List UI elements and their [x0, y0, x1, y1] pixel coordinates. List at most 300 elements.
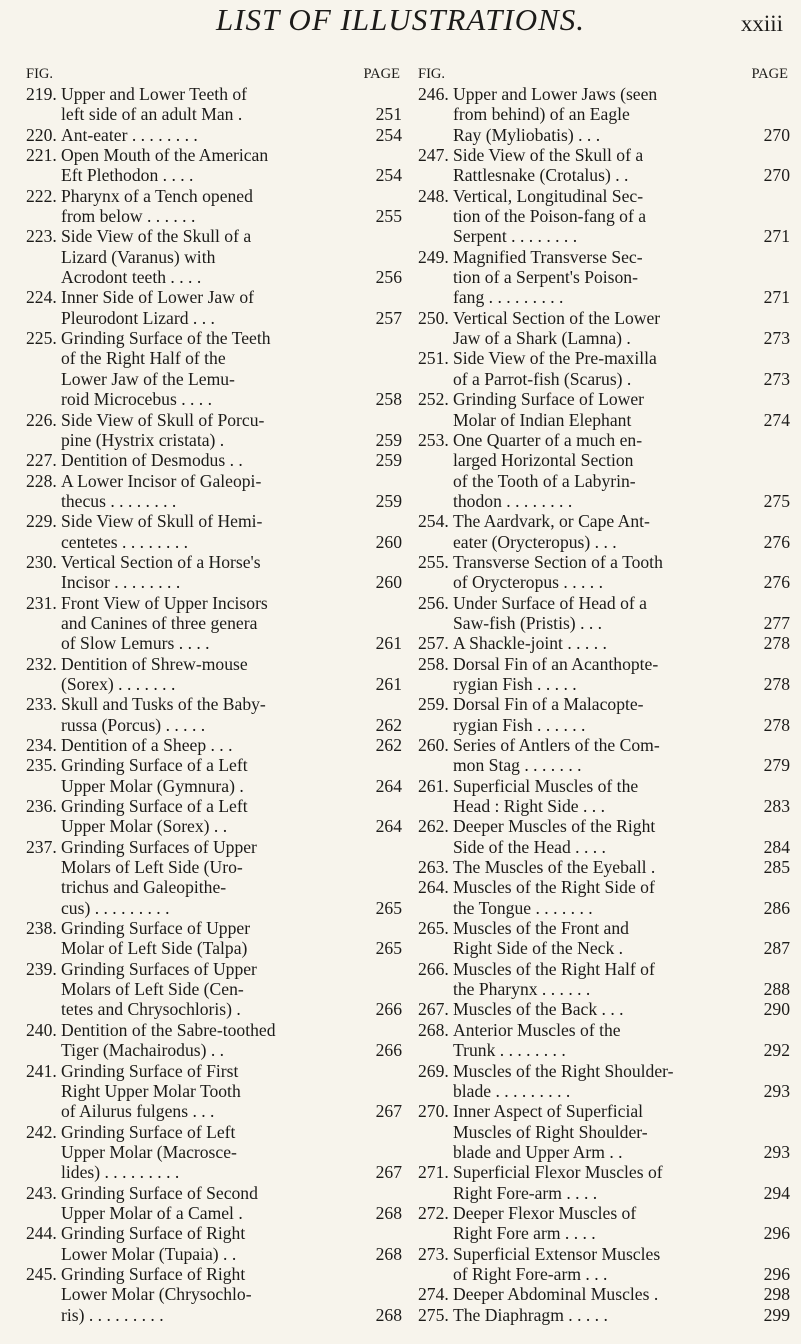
- figure-number: 232.: [26, 653, 57, 674]
- entry-line: [453, 491, 790, 511]
- entry-line: [61, 796, 402, 816]
- entry-line: [453, 755, 790, 775]
- figure-number: 220.: [26, 124, 57, 145]
- entry-line: [61, 898, 402, 918]
- entry-line: [61, 267, 402, 287]
- entry-line: [453, 348, 790, 368]
- entry-text: mon Stag . . . . . . .: [453, 755, 582, 776]
- entry-text: blade . . . . . . . . .: [453, 1080, 571, 1101]
- entry-text: Grinding Surface of Left: [61, 1121, 236, 1142]
- list-entry: [418, 735, 790, 776]
- figure-number: 237.: [26, 836, 57, 857]
- entry-line: [61, 755, 402, 775]
- figure-number: 262.: [418, 816, 449, 837]
- page-ref: 254: [375, 165, 402, 186]
- entry-text: Deeper Abdominal Muscles .: [453, 1284, 659, 1305]
- entry-text: Muscles of the Right Half of: [453, 958, 655, 979]
- list-entry: [26, 450, 402, 470]
- entry-line: [453, 877, 790, 897]
- entry-text: Side View of the Skull of a: [61, 226, 252, 247]
- entry-text: Deeper Flexor Muscles of: [453, 1202, 637, 1223]
- page-ref: 261: [375, 633, 402, 654]
- entry-line: [61, 1081, 402, 1101]
- entry-line: [453, 837, 790, 857]
- list-entry: [26, 328, 402, 409]
- entry-line: [61, 165, 402, 185]
- list-entry: [418, 999, 790, 1019]
- entry-text: Eft Plethodon . . . .: [61, 165, 194, 186]
- entry-line: [61, 1305, 402, 1325]
- entry-text: Inner Aspect of Superficial: [453, 1101, 644, 1122]
- entry-text: Dentition of the Sabre-toothed: [61, 1019, 276, 1040]
- entry-text: of Ailurus fulgens . . .: [61, 1101, 215, 1122]
- list-entry: [26, 796, 402, 837]
- entry-line: [453, 1020, 790, 1040]
- list-entry: [26, 694, 402, 735]
- page-ref: 267: [375, 1101, 402, 1122]
- entry-text: pine (Hystrix cristata) .: [61, 429, 225, 450]
- entry-line: [453, 1040, 790, 1060]
- entry-text: the Pharynx . . . . . .: [453, 979, 591, 1000]
- list-entry: [418, 348, 790, 389]
- entry-text: Grinding Surface of a Left: [61, 796, 248, 817]
- entry-line: [453, 776, 790, 796]
- entry-text: Muscles of the Front and: [453, 918, 629, 939]
- entry-line: [61, 348, 402, 368]
- entry-text: Upper and Lower Jaws (seen: [453, 84, 658, 104]
- entry-text: ris) . . . . . . . . .: [61, 1304, 164, 1325]
- entry-text: Superficial Extensor Muscles: [453, 1243, 661, 1264]
- entry-line: [61, 389, 402, 409]
- entry-text: eater (Orycteropus) . . .: [453, 531, 617, 552]
- figure-number: 270.: [418, 1101, 449, 1122]
- entry-line: [453, 532, 790, 552]
- figure-number: 264.: [418, 877, 449, 898]
- entry-line: [453, 816, 790, 836]
- page-ref: 258: [375, 389, 402, 410]
- page-ref: 285: [763, 857, 790, 878]
- entry-line: [453, 715, 790, 735]
- entry-line: [453, 633, 790, 653]
- figure-number: 245.: [26, 1263, 57, 1284]
- entry-text: from behind) of an Eagle: [453, 104, 630, 125]
- list-entry: [418, 1162, 790, 1203]
- entry-text: Right Fore arm . . . .: [453, 1223, 596, 1244]
- figure-number: 241.: [26, 1060, 57, 1081]
- entry-line: [61, 979, 402, 999]
- entry-line: [453, 613, 790, 633]
- entry-text: thecus . . . . . . . .: [61, 490, 177, 511]
- page-ref: 251: [375, 104, 402, 125]
- figure-number: 250.: [418, 307, 449, 328]
- entry-text: Right Side of the Neck .: [453, 938, 624, 959]
- entry-line: [61, 654, 402, 674]
- entry-text: of Slow Lemurs . . . .: [61, 633, 210, 654]
- entry-line: [61, 1020, 402, 1040]
- entry-text: Superficial Muscles of the: [453, 775, 639, 796]
- page-ref: 266: [375, 1040, 402, 1061]
- figure-number: 230.: [26, 551, 57, 572]
- entry-line: [453, 186, 790, 206]
- list-entry: [26, 410, 402, 451]
- entry-line: [453, 1101, 790, 1121]
- entry-text: Anterior Muscles of the: [453, 1019, 621, 1040]
- entry-line: [61, 125, 402, 145]
- entry-line: [61, 369, 402, 389]
- entry-line: [61, 1162, 402, 1182]
- entry-line: [61, 999, 402, 1019]
- page-ref: 283: [763, 796, 790, 817]
- list-entry: [26, 735, 402, 755]
- page-ref: 294: [763, 1182, 790, 1203]
- figure-number: 260.: [418, 735, 449, 755]
- page-ref: 259: [375, 429, 402, 450]
- figure-number: 251.: [418, 348, 449, 369]
- entry-line: [453, 674, 790, 694]
- entry-text: tion of a Serpent's Poison-: [453, 267, 638, 288]
- entry-line: [61, 857, 402, 877]
- entry-text: of the Right Half of the: [61, 348, 226, 369]
- entry-line: [453, 796, 790, 816]
- entry-text: tetes and Chrysochloris) .: [61, 999, 241, 1020]
- page-heading: PAGE: [751, 65, 788, 82]
- list-entry: [418, 308, 790, 349]
- entry-line: [61, 837, 402, 857]
- entry-text: Jaw of a Shark (Lamna) .: [453, 328, 631, 349]
- entry-line: [453, 1122, 790, 1142]
- list-entry: [26, 1020, 402, 1061]
- page-ref: 268: [375, 1243, 402, 1264]
- entry-line: [453, 1162, 790, 1182]
- entry-line: [61, 572, 402, 592]
- entry-line: [453, 918, 790, 938]
- list-entry: [26, 837, 402, 918]
- figure-number: 274.: [418, 1284, 449, 1305]
- figure-number: 221.: [26, 145, 57, 166]
- entry-text: One Quarter of a much en-: [453, 429, 643, 450]
- entry-line: [61, 674, 402, 694]
- page-ref: 265: [375, 897, 402, 918]
- entry-text: Dentition of a Sheep . . .: [61, 735, 233, 755]
- entry-text: Dorsal Fin of a Malacopte-: [453, 694, 644, 715]
- list-entry: [418, 857, 790, 877]
- list-entry: [418, 1020, 790, 1061]
- figure-number: 219.: [26, 84, 57, 104]
- entry-text: Serpent . . . . . . . .: [453, 226, 578, 247]
- entry-line: [453, 959, 790, 979]
- entry-line: [61, 1223, 402, 1243]
- page-ref: 270: [763, 165, 790, 186]
- entry-line: [453, 857, 790, 877]
- list-entry: [418, 1101, 790, 1162]
- entry-text: Pharynx of a Tench opened: [61, 185, 253, 206]
- figure-number: 266.: [418, 958, 449, 979]
- list-entry: [26, 145, 402, 186]
- entry-line: [61, 613, 402, 633]
- list-entry: [418, 145, 790, 186]
- entry-line: [453, 1264, 790, 1284]
- list-entry: [418, 186, 790, 247]
- entry-line: [61, 226, 402, 246]
- entry-line: [61, 938, 402, 958]
- page-ref: 277: [763, 612, 790, 633]
- entry-text: of a Parrot-fish (Scarus) .: [453, 368, 632, 389]
- entry-text: Muscles of the Right Side of: [453, 877, 655, 898]
- entry-line: [61, 816, 402, 836]
- entry-text: Superficial Flexor Muscles of: [453, 1162, 663, 1183]
- entry-text: Grinding Surface of the Teeth: [61, 328, 271, 349]
- entry-line: [61, 1122, 402, 1142]
- entry-text: Rattlesnake (Crotalus) . .: [453, 165, 629, 186]
- entry-text: Grinding Surface of Second: [61, 1182, 258, 1203]
- figure-number: 268.: [418, 1019, 449, 1040]
- page-ref: 278: [763, 633, 790, 654]
- entry-text: tion of the Poison-fang of a: [453, 206, 647, 227]
- figure-number: 243.: [26, 1182, 57, 1203]
- entry-text: A Shackle-joint . . . . .: [453, 633, 607, 654]
- list-entry: [26, 511, 402, 552]
- page-ref: 290: [763, 999, 790, 1020]
- list-entry: [418, 1284, 790, 1304]
- list-entry: [418, 816, 790, 857]
- figure-number: 228.: [26, 470, 57, 491]
- entry-line: [453, 247, 790, 267]
- entry-text: Muscles of the Back . . .: [453, 999, 624, 1020]
- page-ref: 276: [763, 531, 790, 552]
- page-ref: 266: [375, 999, 402, 1020]
- page-ref: 261: [375, 673, 402, 694]
- list-entry: [418, 1244, 790, 1285]
- entry-line: [61, 491, 402, 511]
- entry-line: [453, 471, 790, 491]
- entry-line: [453, 267, 790, 287]
- entry-text: Skull and Tusks of the Baby-: [61, 694, 266, 715]
- list-entry: [418, 918, 790, 959]
- entry-text: Ray (Myliobatis) . . .: [453, 124, 601, 145]
- entry-line: [61, 511, 402, 531]
- entry-text: The Aardvark, or Cape Ant-: [453, 511, 650, 532]
- entry-line: [61, 328, 402, 348]
- figure-number: 252.: [418, 389, 449, 410]
- entry-line: [61, 1264, 402, 1284]
- entry-line: [61, 1244, 402, 1264]
- entry-line: [61, 1142, 402, 1162]
- list-entry: [418, 877, 790, 918]
- entry-text: Molars of Left Side (Uro-: [61, 857, 243, 878]
- entry-text: Transverse Section of a Tooth: [453, 551, 663, 572]
- figure-number: 231.: [26, 592, 57, 613]
- entry-line: [61, 877, 402, 897]
- entry-text: Grinding Surface of First: [61, 1060, 239, 1081]
- list-entry: [26, 1223, 402, 1264]
- entry-text: fang . . . . . . . . .: [453, 287, 564, 308]
- entry-text: blade and Upper Arm . .: [453, 1141, 623, 1162]
- entry-text: Side View of the Pre-maxilla: [453, 348, 657, 369]
- entry-line: [61, 694, 402, 714]
- entry-text: Open Mouth of the American: [61, 145, 269, 166]
- page-ref: 275: [763, 490, 790, 511]
- list-entry: [418, 1203, 790, 1244]
- page-ref: 256: [375, 267, 402, 288]
- entry-line: [61, 715, 402, 735]
- entry-text: Front View of Upper Incisors: [61, 592, 268, 613]
- entry-text: thodon . . . . . . . .: [453, 490, 573, 511]
- entry-line: [61, 1203, 402, 1223]
- entry-line: [61, 1061, 402, 1081]
- entry-text: from below . . . . . .: [61, 206, 196, 227]
- list-entry: [26, 84, 402, 125]
- list-entry: [26, 287, 402, 328]
- figure-number: 269.: [418, 1060, 449, 1081]
- figure-number: 236.: [26, 796, 57, 817]
- entry-text: Dentition of Shrew-mouse: [61, 653, 248, 674]
- page-ref: 296: [763, 1263, 790, 1284]
- figure-number: 256.: [418, 592, 449, 613]
- entry-text: Dentition of Desmodus . .: [61, 450, 243, 471]
- entry-line: [453, 145, 790, 165]
- entry-text: Grinding Surface of Right: [61, 1263, 246, 1284]
- entry-line: [61, 1101, 402, 1121]
- entry-text: Magnified Transverse Sec-: [453, 246, 643, 267]
- entry-text: (Sorex) . . . . . . .: [61, 673, 176, 694]
- entry-line: [453, 287, 790, 307]
- entry-text: the Tongue . . . . . . .: [453, 897, 593, 918]
- figure-number: 267.: [418, 999, 449, 1020]
- entry-text: Grinding Surfaces of Upper: [61, 958, 257, 979]
- entry-line: [453, 206, 790, 226]
- figure-number: 253.: [418, 429, 449, 450]
- list-entry: [26, 226, 402, 287]
- entry-text: Inner Side of Lower Jaw of: [61, 287, 254, 308]
- entry-text: Tiger (Machairodus) . .: [61, 1040, 225, 1061]
- figure-number: 249.: [418, 246, 449, 267]
- entry-line: [453, 389, 790, 409]
- entry-line: [453, 1081, 790, 1101]
- entry-text: Incisor . . . . . . . .: [61, 572, 181, 593]
- fig-heading: FIG.: [26, 65, 53, 82]
- figure-number: 222.: [26, 185, 57, 206]
- page-ref: 273: [763, 328, 790, 349]
- entry-text: Head : Right Side . . .: [453, 796, 605, 817]
- entry-line: [453, 1223, 790, 1243]
- entry-line: [61, 1284, 402, 1304]
- figure-number: 235.: [26, 755, 57, 776]
- entry-text: Right Upper Molar Tooth: [61, 1080, 241, 1101]
- right-column: [418, 64, 790, 1325]
- list-entry: [26, 186, 402, 227]
- page-ref: 298: [763, 1284, 790, 1305]
- page-ref: 262: [375, 735, 402, 755]
- entry-text: Upper Molar (Macrosce-: [61, 1141, 237, 1162]
- list-entry: [26, 918, 402, 959]
- entry-line: [453, 1284, 790, 1304]
- entry-text: Upper Molar (Gymnura) .: [61, 775, 244, 796]
- entry-text: Lower Jaw of the Lemu-: [61, 368, 235, 389]
- entry-text: Acrodont teeth . . . .: [61, 267, 202, 288]
- entry-line: [453, 226, 790, 246]
- left-column: [26, 64, 402, 1325]
- entry-line: [61, 633, 402, 653]
- figure-number: 244.: [26, 1223, 57, 1244]
- figure-number: 247.: [418, 145, 449, 166]
- page-ref: 259: [375, 450, 402, 471]
- entry-text: Side View of Skull of Hemi-: [61, 511, 263, 532]
- entry-line: [61, 410, 402, 430]
- entry-text: left side of an adult Man .: [61, 104, 243, 125]
- list-entry: [418, 430, 790, 511]
- entry-text: trichus and Galeopithe-: [61, 877, 227, 898]
- page-ref: 293: [763, 1141, 790, 1162]
- entry-text: Grinding Surfaces of Upper: [61, 836, 257, 857]
- page-ref: 292: [763, 1040, 790, 1061]
- entry-line: [453, 593, 790, 613]
- entry-text: Muscles of Right Shoulder-: [453, 1121, 648, 1142]
- entry-text: Side View of Skull of Porcu-: [61, 409, 265, 430]
- page-ref: 268: [375, 1304, 402, 1325]
- list-entry: [26, 593, 402, 654]
- entry-line: [453, 898, 790, 918]
- entry-text: Pleurodont Lizard . . .: [61, 307, 215, 328]
- page-ref: 270: [763, 124, 790, 145]
- entry-line: [453, 328, 790, 348]
- figure-number: 272.: [418, 1202, 449, 1223]
- page-ref: 287: [763, 938, 790, 959]
- entry-line: [61, 206, 402, 226]
- page-ref: 279: [763, 755, 790, 776]
- page-ref: 293: [763, 1080, 790, 1101]
- figure-number: 261.: [418, 775, 449, 796]
- figure-number: 254.: [418, 511, 449, 532]
- list-entry: [26, 1122, 402, 1183]
- entry-text: Vertical Section of a Horse's: [61, 551, 261, 572]
- entry-text: Deeper Muscles of the Right: [453, 816, 656, 837]
- list-entry: [418, 1305, 790, 1325]
- entry-text: The Muscles of the Eyeball .: [453, 857, 656, 878]
- figure-number: 234.: [26, 735, 57, 755]
- figure-number: 255.: [418, 551, 449, 572]
- entry-text: Side View of the Skull of a: [453, 145, 644, 166]
- page-ref: 274: [763, 409, 790, 430]
- entry-text: rygian Fish . . . . . .: [453, 714, 586, 735]
- figure-number: 229.: [26, 511, 57, 532]
- list-entry: [418, 247, 790, 308]
- page-header: [0, 0, 801, 46]
- list-entry: [26, 755, 402, 796]
- entry-line: [453, 999, 790, 1019]
- list-entry: [418, 1061, 790, 1102]
- entry-line: [453, 1203, 790, 1223]
- entry-text: Dorsal Fin of an Acanthopte-: [453, 653, 659, 674]
- page-ref: 286: [763, 897, 790, 918]
- column-header: [418, 64, 790, 84]
- entry-line: [453, 84, 790, 104]
- entry-line: [453, 1183, 790, 1203]
- entry-line: [61, 247, 402, 267]
- list-entry: [418, 389, 790, 430]
- figure-number: 224.: [26, 287, 57, 308]
- page-ref: 276: [763, 572, 790, 593]
- list-entry: [26, 959, 402, 1020]
- entry-line: [453, 552, 790, 572]
- page-ref: 271: [763, 226, 790, 247]
- page-ref: 288: [763, 979, 790, 1000]
- entry-text: A Lower Incisor of Galeopi-: [61, 470, 262, 491]
- page-number: xxiii: [740, 11, 783, 36]
- entry-line: [61, 918, 402, 938]
- entry-line: [61, 776, 402, 796]
- figure-number: 225.: [26, 328, 57, 349]
- page-ref: 262: [375, 714, 402, 735]
